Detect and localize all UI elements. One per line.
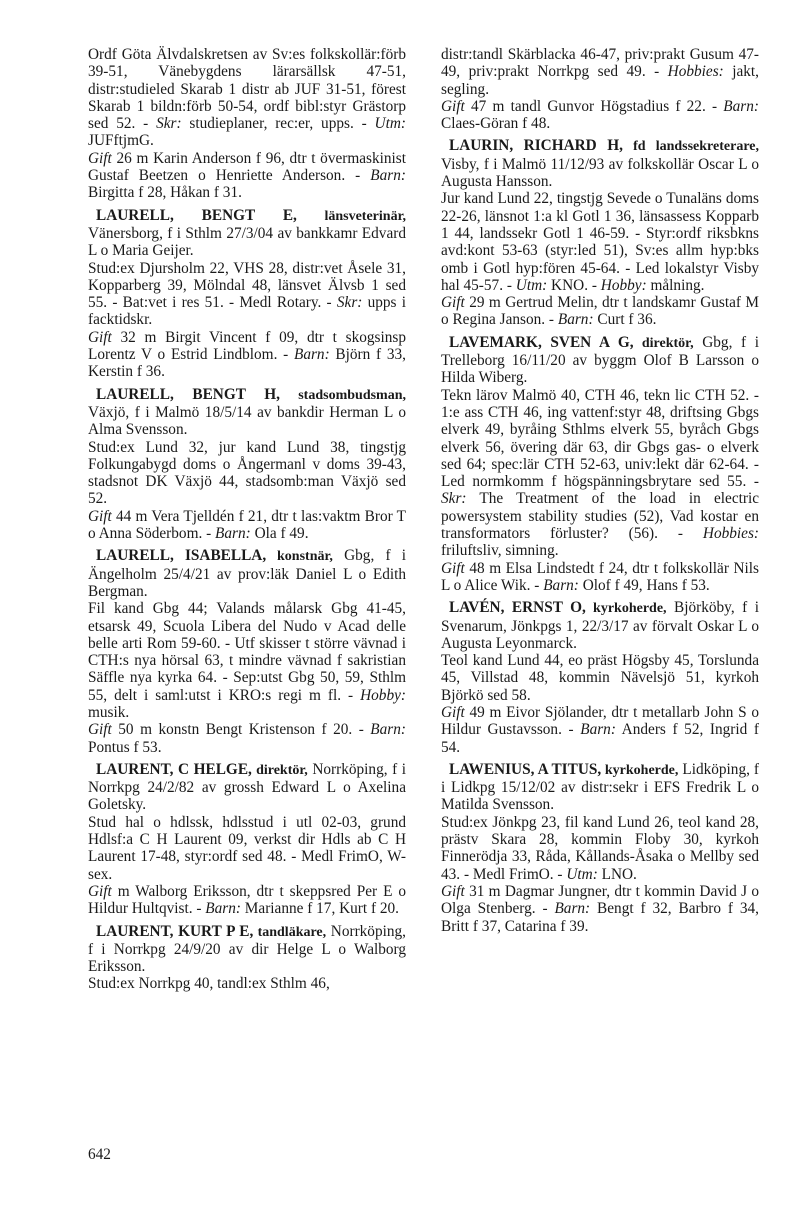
entry-text-segment: jakt, segling. xyxy=(441,63,759,98)
entry-text-segment: Norrköping, f i Norrkpg 24/9/20 av dir Helge L o Walborg Eriksson. xyxy=(88,922,406,976)
entry-family xyxy=(88,329,406,381)
entry-text-segment: Curt f 36. xyxy=(593,311,657,329)
left-column xyxy=(88,46,406,998)
label-utm: Utm: xyxy=(374,115,406,133)
entry-title: stadsombudsman, xyxy=(279,387,406,403)
label-gift: Gift xyxy=(441,294,465,312)
label-barn: Barn: xyxy=(205,900,241,918)
entry-text-segment: upps i facktidskr. xyxy=(88,294,406,329)
entry-text-segment: Björn f 33, Kerstin f 36. xyxy=(88,346,406,381)
label-barn: Barn: xyxy=(370,721,406,739)
label-skr: Skr: xyxy=(441,490,467,508)
entry-career: Stud:ex Norrkpg 40, tandl:ex Sthlm 46, xyxy=(88,975,330,993)
entry-title: kyrkoherde, xyxy=(585,601,667,617)
entry-text-segment: Olof f 49, Hans f 53. xyxy=(578,576,710,594)
label-gift: Gift xyxy=(88,721,112,739)
entry-text-segment: m Walborg Eriksson, dtr t skeppsred Per E o Hildur Hultqvist. - xyxy=(88,882,406,918)
entry-family xyxy=(441,98,759,133)
entry-title: fd landssekreterare, xyxy=(622,139,759,155)
entry-heading xyxy=(88,761,406,814)
entry-text-segment: 49 m Eivor Sjölander, dtr t metallarb John S o Hildur Gustavsson. - xyxy=(441,703,759,739)
entry-text-segment: The Treatment of the load in electric powersystem stability studies (52), Vad kostar en transformators förluster? (56). - xyxy=(441,490,759,543)
label-hobby: Hobby: xyxy=(360,686,406,704)
entry-text-segment: Stud:ex Djursholm 22, VHS 28, distr:vet Åsele 31, Kopparberg 39, Mölndal 48, länsvet Älvsb 1 sed 55. - Bat:vet i res 51. - Medl Rotary. - xyxy=(88,259,406,312)
entry-heading xyxy=(441,334,759,387)
entry-text-segment: Bengt f 32, Barbro f 34, Britt f 37, Catarina f 39. xyxy=(441,900,759,935)
label-barn: Barn: xyxy=(543,576,579,594)
label-gift: Gift xyxy=(88,507,112,525)
entry-text-segment: 50 m konstn Bengt Kristenson f 20. - xyxy=(111,721,371,739)
entry-heading xyxy=(88,207,406,260)
label-skr: Skr: xyxy=(156,115,182,133)
entry-continuation-right xyxy=(441,46,759,132)
entry-laurell-bengt-e xyxy=(88,207,406,381)
entry-text-segment: Gbg, f i Trelleborg 16/11/20 av byggm Olof B Larsson o Hilda Wiberg. xyxy=(441,333,759,387)
entry-career xyxy=(441,46,759,98)
entry-text-segment: Vänersborg, f i Sthlm 27/3/04 av bankkamr Edvard L o Maria Geijer. xyxy=(88,224,406,260)
entry-text-segment: KNO. - xyxy=(547,276,601,294)
label-utm: Utm: xyxy=(566,865,598,883)
entry-lavemark-sven xyxy=(441,334,759,594)
entry-text-segment: JUFftjmG. xyxy=(88,132,154,150)
entry-heading xyxy=(88,386,406,439)
label-barn: Barn: xyxy=(580,721,616,739)
entry-text-segment: 47 m tandl Gunvor Högstadius f 22. - xyxy=(464,97,724,115)
entry-career: Teol kand Lund 44, eo präst Högsby 45, Torslunda 45, Villstad 48, kommin Nävelsjö 51, kyrkoh Björkö sed 58. xyxy=(441,652,759,704)
entry-laurell-bengt-h xyxy=(88,386,406,543)
entry-heading xyxy=(441,137,759,190)
label-gift: Gift xyxy=(441,703,465,721)
page-number: 642 xyxy=(88,1146,111,1163)
label-barn: Barn: xyxy=(293,346,330,364)
entry-name: LAVÉN, ERNST O, xyxy=(449,599,586,617)
label-gift: Gift xyxy=(88,149,112,167)
entry-name: LAURENT, KURT P E, xyxy=(96,922,254,940)
entry-heading xyxy=(441,599,759,652)
entry-text-segment: 29 m Gertrud Melin, dtr t landskamr Gustaf M o Regina Janson. - xyxy=(441,294,759,329)
entry-family xyxy=(441,704,759,756)
label-gift: Gift xyxy=(88,328,112,346)
entry-career: Stud:ex Lund 32, jur kand Lund 38, tingstjg Folkungabygd doms o Ångermanl v doms 39-43, stadsnot DK Växjö 44, stadsomb:man Växjö sed 52. xyxy=(88,438,406,508)
entry-laurent-kurt-p xyxy=(88,923,406,993)
entry-text-segment: 31 m Dagmar Jungner, dtr t kommin David J o Olga Stenberg. - xyxy=(441,882,759,918)
entry-text-segment: Marianne f 17, Kurt f 20. xyxy=(240,900,400,918)
entry-name: LAWENIUS, A TITUS, xyxy=(449,760,602,778)
entry-family xyxy=(88,721,406,756)
entry-name: LAVEMARK, SVEN A G, xyxy=(449,333,634,351)
entry-career xyxy=(441,190,759,294)
entry-text-segment: Tekn lärov Malmö 40, CTH 46, tekn lic CTH 52. - 1:e ass CTH 46, ing vattenf:styr 48, driftsing Gbgs elverk 49, byråing Sthlms elverk 55, byråch Gbgs elverk 56, övering där 63, dir Gbgs gas- o elverk sed 64; spec:lär CTH 52-63, univ:lekt där 62-64. - Led normkomm f högspänningsbrytare sed 55. - xyxy=(441,386,759,491)
label-barn: Barn: xyxy=(557,311,594,329)
entry-text-segment: studieplaner, rec:er, upps. - xyxy=(181,115,375,133)
label-gift: Gift xyxy=(441,559,465,577)
entry-text-segment: Visby, f i Malmö 11/12/93 av folkskollär Oscar L o Augusta Hansson. xyxy=(441,155,759,191)
entry-text-segment: Pontus f 53. xyxy=(88,738,162,756)
entry-name: LAURENT, C HELGE, xyxy=(96,760,252,778)
label-hobbies: Hobbies: xyxy=(667,63,724,81)
entry-family xyxy=(88,883,406,918)
entry-text-segment: LNO. xyxy=(597,865,637,883)
entry-family xyxy=(441,560,759,595)
entry-text-segment: 26 m Karin Anderson f 96, dtr t övermaskinist Gustaf Beetzen o Henriette Anderson. - xyxy=(88,149,406,185)
entry-title: direktör, xyxy=(251,762,308,778)
entry-name: LAURELL, BENGT H, xyxy=(96,385,280,403)
entry-text-segment: Norrköping, f i Norrkpg 24/2/82 av grossh Edward L o Axelina Goletsky. xyxy=(88,760,406,814)
label-hobbies: Hobbies: xyxy=(702,525,759,543)
entry-text-segment: Gbg, f i Ängelholm 25/4/21 av prov:läk Daniel L o Edith Bergman. xyxy=(88,547,406,600)
entry-name: LAURIN, RICHARD H, xyxy=(449,137,623,155)
entry-title: direktör, xyxy=(633,335,694,351)
entry-text-segment: musik. xyxy=(88,703,130,721)
entry-career xyxy=(88,260,406,329)
label-utm: Utm: xyxy=(515,276,548,294)
entry-text-segment: målning. xyxy=(646,276,705,294)
entry-text-segment: Växjö, f i Malmö 18/5/14 av bankdir Herman L o Alma Svensson. xyxy=(88,403,406,439)
entry-text-segment: Anders f 52, Ingrid f 54. xyxy=(441,721,759,756)
entry-text xyxy=(88,46,406,150)
entry-text-segment: 48 m Elsa Lindstedt f 24, dtr t folkskollär Nils L o Alice Wik. - xyxy=(441,559,759,594)
entry-continuation-left xyxy=(88,46,406,202)
entry-title: konstnär, xyxy=(266,549,333,565)
entry-text-segment: distr:tandl Skärblacka 46-47, priv:prakt Gusum 47-49, priv:prakt Norrkpg sed 49. - xyxy=(441,46,759,81)
entry-heading xyxy=(88,547,406,600)
entry-text-segment: Claes-Göran f 48. xyxy=(441,115,551,133)
entry-title: tandläkare, xyxy=(253,924,327,940)
entry-heading xyxy=(441,761,759,814)
label-barn: Barn: xyxy=(215,525,251,543)
entry-text-segment: Stud:ex Jönkpg 23, fil kand Lund 26, teol kand 28, prästv Skara 28, kommin Floby 30, kyrkoh Finnerödja 33, Råda, Kållands-Åsaka o Mellby sed 43. - Medl FrimO. - xyxy=(441,813,759,883)
entry-family xyxy=(88,150,406,202)
entry-family xyxy=(441,883,759,935)
entry-laurell-isabella xyxy=(88,547,406,756)
entry-family xyxy=(441,294,759,329)
label-barn: Barn: xyxy=(554,900,591,918)
entry-text-segment: Björköby, f i Svenarum, Jönkpgs 1, 22/3/17 av förvalt Oskar L o Augusta Leyonmarck. xyxy=(441,599,760,652)
entry-text-segment: Fil kand Gbg 44; Valands målarsk Gbg 41-45, etsarsk 49, Scuola Libera del Nudo v Acad delle belle arti Rom 59-60. - Utf skisser t större vävnad i CTH:s nya hörsal 63, t mindre vävnad f sakristian Säffle nya kyrka 64. - Sep:utst Gbg 50, 59, Sthlm 55, delt i saml:utst i KRO:s regi m fl. - xyxy=(88,600,406,704)
entry-text-segment: Ordf Göta Älvdalskretsen av Sv:es folkskollär:förb 39-51, Vänebygdens lärarsällsk 47-51, distr:studieled Skarab 1 distr ab JUF 31-51, förest Skarab 1 bildn:förb 50-54, ordf bibl:styr Grästorp sed 52. - xyxy=(88,46,406,133)
entry-name: LAURELL, BENGT E, xyxy=(96,206,297,224)
label-gift: Gift xyxy=(441,882,465,900)
entry-title: länsveterinär, xyxy=(296,208,406,224)
entry-text-segment: friluftsliv, simning. xyxy=(441,542,559,560)
label-gift: Gift xyxy=(88,882,112,900)
entry-title: kyrkoherde, xyxy=(601,762,679,778)
entry-laurin-richard xyxy=(441,137,759,328)
right-column xyxy=(441,46,759,940)
label-gift: Gift xyxy=(441,97,465,115)
entry-career: Stud hal o hdlssk, hdlsstud i utl 02-03, grund Hdlsf:a C H Laurent 09, verkst dir Hdls ab C H Laurent 17-48, styr:ordf sed 48. - Medl FrimO, W-sex. xyxy=(88,813,406,883)
entry-text-segment: Lidköping, f i Lidkpg 15/12/02 av distr:sekr i EFS Fredrik L o Matilda Svensson. xyxy=(441,760,759,814)
entry-text-segment: Jur kand Lund 22, tingstjg Sevede o Tunaläns doms 22-26, länsnot 1:a kl Gotl 1 36, länsassess Kopparb 1 44, landssekr Gotl 1 46-59. - Styr:ordf riksbkns avd:kont 53-63 (styr:led 51), Sv:es allm hyp:bks omb i Gotl hyp:fören 45-64. - Led lokalstyr Visby hal 45-57. - xyxy=(441,190,759,294)
entry-text-segment: Birgitta f 28, Håkan f 31. xyxy=(88,184,242,202)
label-hobby: Hobby: xyxy=(600,276,647,294)
label-barn: Barn: xyxy=(723,97,759,115)
entry-career xyxy=(88,600,406,721)
entry-family xyxy=(88,508,406,543)
entry-career xyxy=(441,814,759,883)
entry-lawenius-titus xyxy=(441,761,759,935)
label-skr: Skr: xyxy=(336,294,363,312)
entry-text-segment: 44 m Vera Tjelldén f 21, dtr t las:vaktm Bror T o Anna Söderbom. - xyxy=(88,507,406,543)
entry-name: LAURELL, ISABELLA, xyxy=(96,547,267,565)
entry-laurent-c-helge xyxy=(88,761,406,918)
entry-laven-ernst xyxy=(441,599,759,756)
entry-text-segment: 32 m Birgit Vincent f 09, dtr t skogsinsp Lorentz V o Estrid Lindblom. - xyxy=(88,328,406,364)
entry-heading xyxy=(88,923,406,976)
entry-career xyxy=(441,387,759,560)
label-barn: Barn: xyxy=(370,167,406,185)
entry-text-segment: Ola f 49. xyxy=(250,525,309,543)
